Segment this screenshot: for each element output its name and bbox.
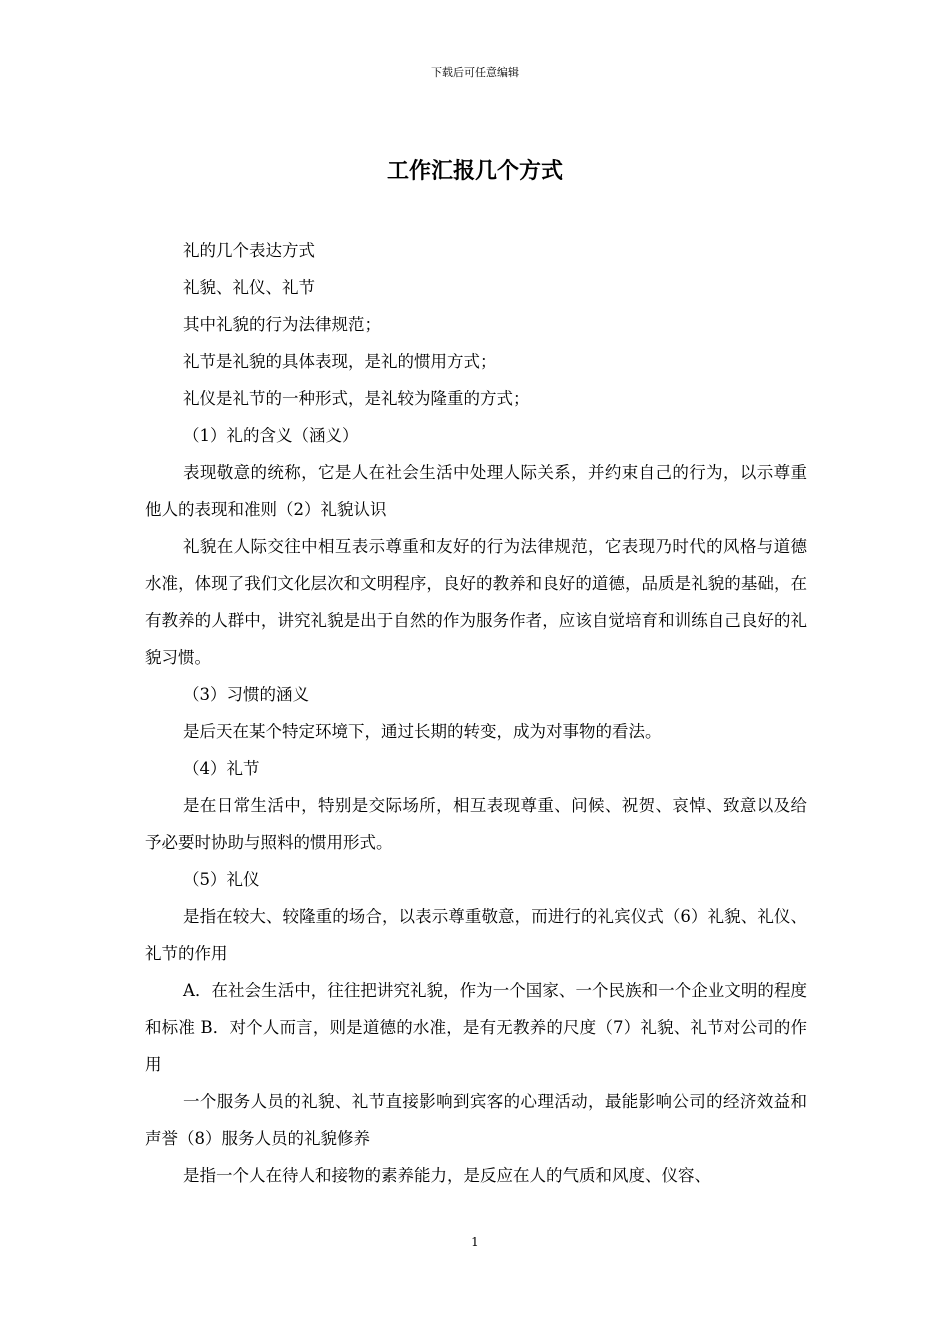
paragraph: 是指一个人在待人和接物的素养能力，是反应在人的气质和风度、仪容、 <box>183 1166 711 1185</box>
paragraph: 礼貌、礼仪、礼节 <box>183 278 315 297</box>
paragraph: 是后天在某个特定环境下，通过长期的转变，成为对事物的看法。 <box>183 722 662 741</box>
paragraph: 礼节是礼貌的具体表现，是礼的惯用方式； <box>183 352 497 371</box>
paragraph: A．在社会生活中，往往把讲究礼貌，作为一个国家、一个民族和一个企业文明的程度和标准 B．对个人而言，则是道德的水准，是有无教养的尺度（7）礼貌、礼节对公司的作用 <box>145 981 807 1074</box>
paragraph: 礼仪是礼节的一种形式，是礼较为隆重的方式； <box>183 389 530 408</box>
paragraph: 是在日常生活中，特别是交际场所，相互表现尊重、问候、祝贺、哀悼、致意以及给予必要时协助与照料的惯用形式。 <box>145 796 807 852</box>
document-body <box>145 232 807 1194</box>
document-title: 工作汇报几个方式 <box>386 158 563 184</box>
paragraph: 礼貌在人际交往中相互表示尊重和友好的行为法律规范，它表现乃时代的风格与道德水准，体现了我们文化层次和文明程序，良好的教养和良好的道德，品质是礼貌的基础，在有教养的人群中，讲究礼貌是出于自然的作为服务作者，应该自觉培育和训练自己良好的礼貌习惯。 <box>145 537 807 667</box>
paragraph: 是指在较大、较隆重的场合，以表示尊重敬意，而进行的礼宾仪式（6）礼貌、礼仪、礼节的作用 <box>145 907 807 963</box>
page-number: 1 <box>471 1235 479 1249</box>
paragraph: 一个服务人员的礼貌、礼节直接影响到宾客的心理活动，最能影响公司的经济效益和声誉（8）服务人员的礼貌修养 <box>145 1092 807 1148</box>
paragraph: 礼的几个表达方式 <box>183 241 315 260</box>
paragraph: （4）礼节 <box>183 759 260 778</box>
header-note: 下载后可任意编辑 <box>431 66 519 79</box>
paragraph: 表现敬意的统称，它是人在社会生活中处理人际关系，并约束自己的行为，以示尊重他人的表现和准则（2）礼貌认识 <box>145 463 807 519</box>
paragraph: 其中礼貌的行为法律规范； <box>183 315 381 334</box>
paragraph: （3）习惯的涵义 <box>183 685 309 704</box>
paragraph: （5）礼仪 <box>183 870 260 889</box>
paragraph: （1）礼的含义（涵义） <box>183 426 359 445</box>
